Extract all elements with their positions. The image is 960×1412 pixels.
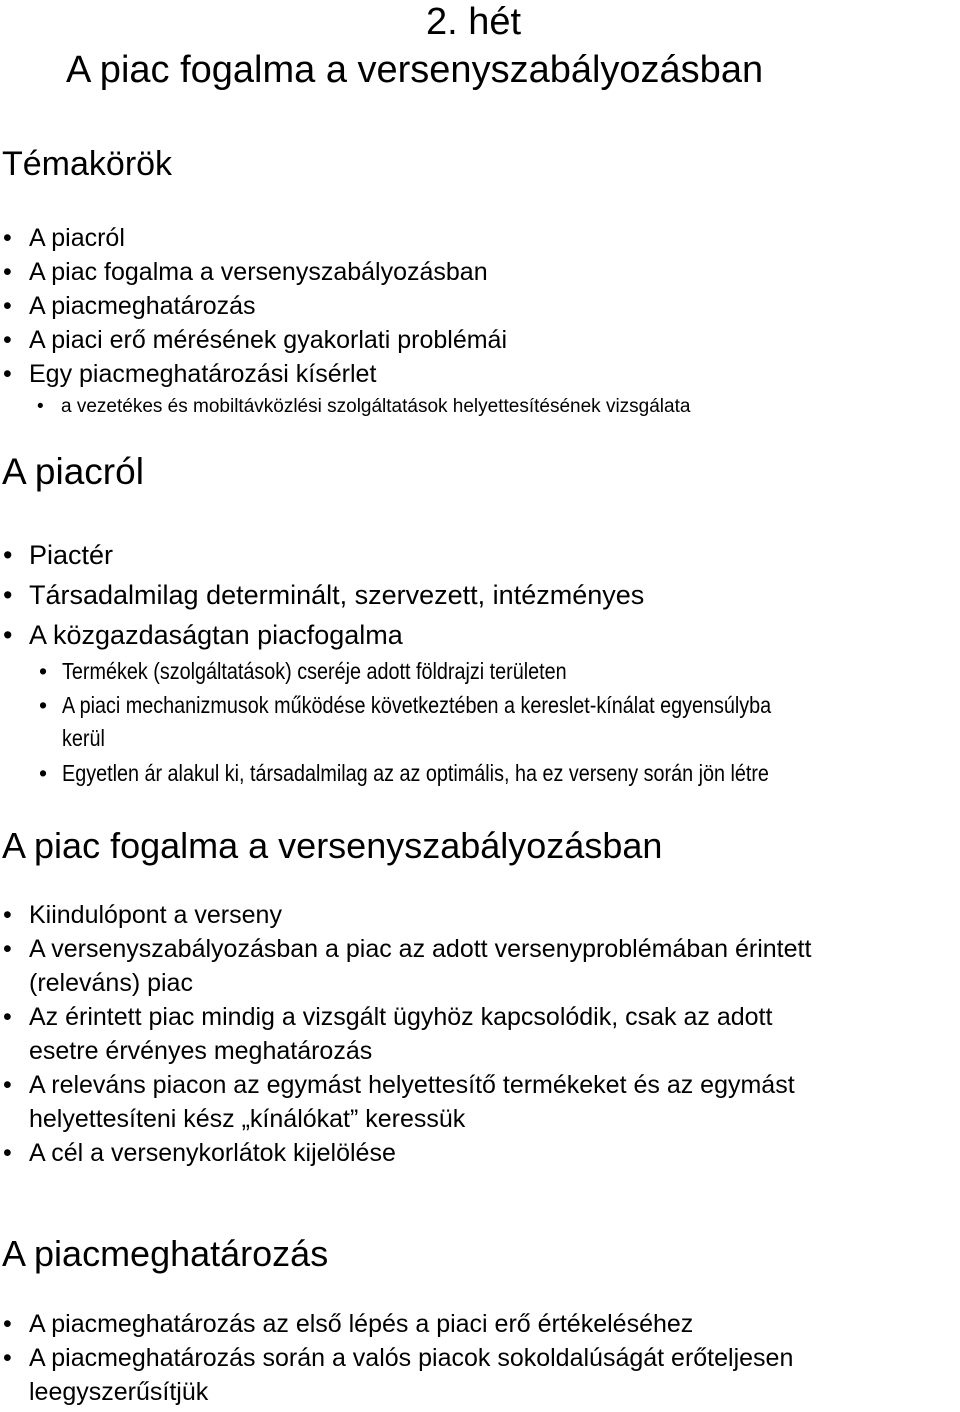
bullet-icon: • [3,292,12,320]
bullet-icon: • [3,935,12,963]
bullet-icon: • [3,1139,12,1167]
week-label: 2. hét [426,1,522,43]
bullet-icon: • [39,658,48,684]
bullet-icon: • [3,1003,12,1031]
bullet-icon: • [3,224,12,252]
bullet-icon: • [39,692,48,718]
bullet-icon: • [3,258,12,286]
bullet-icon: • [3,360,12,388]
bullet-icon: • [3,620,13,650]
bullet-icon: • [39,760,48,786]
bullet-icon: • [3,326,12,354]
section-heading-topics: Témakörök [2,145,173,183]
bullet-icon: • [3,1071,12,1099]
bullet-icon: • [3,1310,12,1338]
bullet-icon: • [3,580,13,610]
section-heading-meghatarozas: A piacmeghatározás [2,1233,329,1274]
bullet-icon: • [3,540,13,570]
section-heading-piacrol: A piacról [2,451,144,492]
page-title: A piac fogalma a versenyszabályozásban [66,49,764,91]
bullet-icon: • [3,901,12,929]
bullet-icon: • [37,396,44,417]
bullet-icon: • [3,1344,12,1372]
section-heading-fogalom: A piac fogalma a versenyszabályozásban [2,825,663,866]
